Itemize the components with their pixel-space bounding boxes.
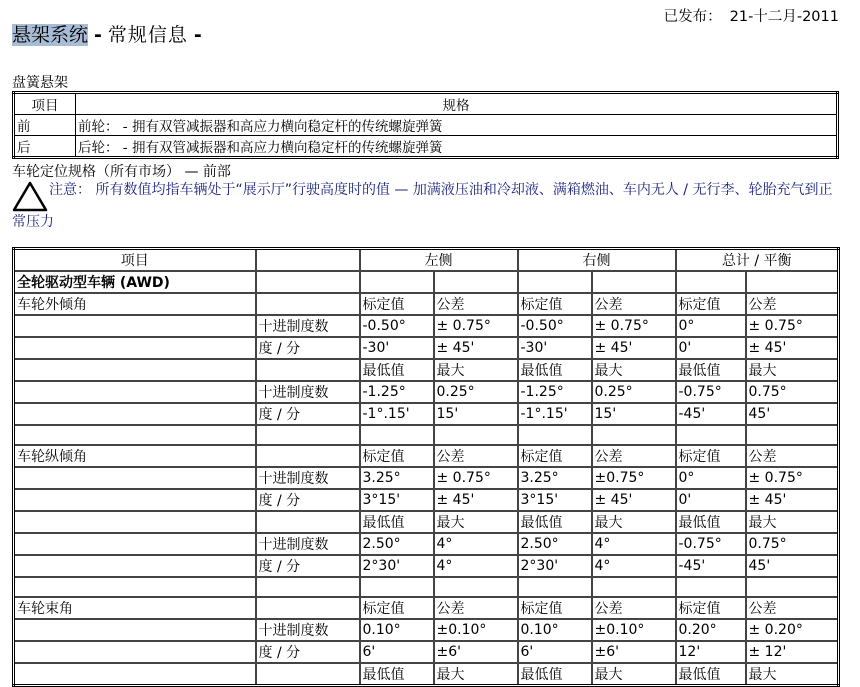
- table-row: [14, 467, 839, 489]
- table-cell: 6': [360, 641, 434, 663]
- table-cell: 十进制度数: [256, 315, 360, 337]
- alignment-section-title: 车轮定位规格（所有市场） — 前部: [12, 164, 231, 180]
- table-cell: 4°: [434, 533, 518, 555]
- table-cell: 最大: [592, 663, 676, 686]
- table-cell: [14, 489, 256, 511]
- table-row: [14, 271, 839, 293]
- table-cell: -30': [518, 337, 592, 359]
- published-label: 已发布：: [663, 9, 722, 25]
- table-cell: [434, 271, 518, 293]
- table-cell: 十进制度数: [256, 381, 360, 403]
- table-cell: 0.10°: [518, 619, 592, 641]
- table-row: [14, 577, 839, 597]
- column-header: 右侧: [518, 249, 676, 272]
- table-cell: ± 0.75°: [592, 315, 676, 337]
- caution-triangle-icon: [12, 181, 48, 213]
- table-cell: [14, 533, 256, 555]
- table-cell: 最大: [746, 511, 839, 533]
- table-cell: [676, 271, 746, 293]
- published-info: [664, 5, 839, 26]
- table-cell: 最大: [592, 511, 676, 533]
- table-cell: 最低值: [676, 359, 746, 381]
- column-header: 项目: [14, 249, 256, 272]
- table-cell: [360, 271, 434, 293]
- table-row: [14, 619, 839, 641]
- table-cell: [14, 511, 256, 533]
- table-cell: [256, 577, 360, 597]
- table-cell: 十进制度数: [256, 619, 360, 641]
- table-cell: 0.20°: [676, 619, 746, 641]
- table-cell: 最低值: [518, 359, 592, 381]
- table-cell: 4°: [592, 533, 676, 555]
- note-text: 注意： 所有数值均指车辆处于“展示厅”行驶高度时的值 — 加满液压油和冷却液、满箱燃油、车内无人 / 无行李、轮胎充气到正常压力: [12, 182, 833, 230]
- table-cell: [518, 577, 592, 597]
- table-cell: 15': [434, 403, 518, 425]
- table-cell: ± 45': [434, 489, 518, 511]
- table-cell: [14, 315, 256, 337]
- column-header: 左侧: [360, 249, 518, 272]
- table-cell: 公差: [746, 445, 839, 467]
- table-cell: [256, 359, 360, 381]
- table-row: [14, 359, 839, 381]
- table-cell: 最低值: [360, 511, 434, 533]
- table-cell: 45': [746, 555, 839, 577]
- table-cell: 全轮驱动型车辆 (AWD): [14, 271, 256, 293]
- table-cell: 车轮束角: [14, 597, 256, 619]
- table-cell: 2°30': [360, 555, 434, 577]
- spring-table: [12, 91, 839, 159]
- table-cell: ±0.10°: [592, 619, 676, 641]
- table-cell: -45': [676, 555, 746, 577]
- table-row: [14, 381, 839, 403]
- table-cell: [256, 597, 360, 619]
- table-cell: 最低值: [676, 511, 746, 533]
- table-cell: 3°15': [518, 489, 592, 511]
- title-separator: -: [193, 24, 202, 46]
- table-cell: 4°: [592, 555, 676, 577]
- table-cell: -0.50°: [518, 315, 592, 337]
- table-cell: -0.50°: [360, 315, 434, 337]
- table-cell: [256, 271, 360, 293]
- table-cell: 公差: [434, 597, 518, 619]
- table-cell: ± 45': [746, 489, 839, 511]
- table-row: [14, 511, 839, 533]
- table-cell: ± 0.75°: [746, 467, 839, 489]
- spring-section-title: 盘簧悬架: [12, 75, 68, 91]
- table-row: [14, 663, 839, 686]
- table-cell: [518, 425, 592, 445]
- published-date: 21-十二月-2011: [729, 9, 839, 25]
- table-cell: 标定值: [518, 597, 592, 619]
- table-cell: [14, 403, 256, 425]
- table-cell: 0.25°: [434, 381, 518, 403]
- table-cell: ±6': [592, 641, 676, 663]
- table-row: [14, 403, 839, 425]
- table-cell: 公差: [434, 293, 518, 315]
- table-row: [14, 445, 839, 467]
- table-cell: 0.75°: [746, 533, 839, 555]
- table-cell: ± 0.20°: [746, 619, 839, 641]
- table-cell: [256, 445, 360, 467]
- table-cell: 15': [592, 403, 676, 425]
- table-cell: 标定值: [518, 445, 592, 467]
- table-cell: [14, 577, 256, 597]
- table-cell: [14, 381, 256, 403]
- table-cell: 0°: [676, 467, 746, 489]
- table-cell: -1.25°: [360, 381, 434, 403]
- table-cell: 标定值: [360, 597, 434, 619]
- table-cell: 度 / 分: [256, 641, 360, 663]
- table-cell: [14, 467, 256, 489]
- table-cell: 标定值: [360, 445, 434, 467]
- table-cell: [592, 271, 676, 293]
- table-cell: 最低值: [518, 663, 592, 686]
- title-separator: -: [94, 24, 102, 46]
- table-cell: 0.75°: [746, 381, 839, 403]
- table-cell: 2.50°: [518, 533, 592, 555]
- table-cell: ± 45': [592, 489, 676, 511]
- table-cell: 度 / 分: [256, 489, 360, 511]
- table-cell: 公差: [434, 445, 518, 467]
- table-header-row: [14, 249, 839, 272]
- column-header: 规格: [76, 93, 838, 115]
- table-header-row: [14, 93, 838, 115]
- table-cell: 十进制度数: [256, 467, 360, 489]
- page-title: [12, 20, 208, 47]
- table-cell: 0': [676, 337, 746, 359]
- table-cell: 车轮外倾角: [14, 293, 256, 315]
- table-cell: 标定值: [676, 597, 746, 619]
- table-row: [14, 425, 839, 445]
- table-cell: 2°30': [518, 555, 592, 577]
- table-cell: ± 0.75°: [434, 315, 518, 337]
- table-cell: 十进制度数: [256, 533, 360, 555]
- table-cell: 3.25°: [360, 467, 434, 489]
- table-cell: 度 / 分: [256, 555, 360, 577]
- table-cell: ±0.75°: [592, 467, 676, 489]
- table-row: [14, 136, 838, 158]
- table-cell: 度 / 分: [256, 403, 360, 425]
- table-cell: 前轮： - 拥有双管减振器和高应力横向稳定杆的传统螺旋弹簧: [76, 115, 838, 136]
- table-cell: ±6': [434, 641, 518, 663]
- table-row: [14, 115, 838, 136]
- table-cell: [14, 663, 256, 686]
- table-cell: [14, 337, 256, 359]
- alignment-table: [12, 247, 840, 687]
- table-cell: 6': [518, 641, 592, 663]
- table-cell: -1°.15': [518, 403, 592, 425]
- table-cell: -0.75°: [676, 381, 746, 403]
- table-row: [14, 293, 839, 315]
- note: [12, 181, 842, 232]
- table-cell: 最大: [434, 663, 518, 686]
- table-cell: -30': [360, 337, 434, 359]
- table-cell: [14, 555, 256, 577]
- column-header: 总计 / 平衡: [676, 249, 839, 272]
- table-cell: -1°.15': [360, 403, 434, 425]
- table-cell: 2.50°: [360, 533, 434, 555]
- column-header: 项目: [14, 93, 76, 115]
- table-row: [14, 489, 839, 511]
- table-cell: [676, 425, 746, 445]
- table-cell: [360, 425, 434, 445]
- table-cell: [256, 293, 360, 315]
- table-cell: 公差: [746, 597, 839, 619]
- table-cell: 0': [676, 489, 746, 511]
- table-cell: [434, 425, 518, 445]
- table-cell: [746, 271, 839, 293]
- table-cell: [434, 577, 518, 597]
- table-cell: [256, 663, 360, 686]
- table-cell: 0.25°: [592, 381, 676, 403]
- table-cell: 3°15': [360, 489, 434, 511]
- table-cell: 45': [746, 403, 839, 425]
- table-cell: ±0.10°: [434, 619, 518, 641]
- table-cell: [746, 425, 839, 445]
- table-cell: 公差: [746, 293, 839, 315]
- table-cell: [14, 619, 256, 641]
- table-cell: [256, 511, 360, 533]
- table-cell: -0.75°: [676, 533, 746, 555]
- table-cell: 最低值: [676, 663, 746, 686]
- table-cell: 最低值: [360, 663, 434, 686]
- table-cell: 12': [676, 641, 746, 663]
- table-row: [14, 555, 839, 577]
- system-name: 悬架系统: [12, 24, 89, 46]
- table-cell: 标定值: [676, 293, 746, 315]
- table-cell: [14, 641, 256, 663]
- table-cell: 0.10°: [360, 619, 434, 641]
- table-cell: 0°: [676, 315, 746, 337]
- table-cell: 最大: [592, 359, 676, 381]
- table-cell: -45': [676, 403, 746, 425]
- table-cell: 度 / 分: [256, 337, 360, 359]
- table-cell: ± 12': [746, 641, 839, 663]
- table-cell: 公差: [592, 293, 676, 315]
- table-cell: 最大: [434, 359, 518, 381]
- table-cell: [14, 359, 256, 381]
- table-cell: 标定值: [676, 445, 746, 467]
- table-cell: 标定值: [360, 293, 434, 315]
- table-cell: 车轮纵倾角: [14, 445, 256, 467]
- table-cell: 最低值: [360, 359, 434, 381]
- column-header: [256, 249, 360, 272]
- table-cell: 4°: [434, 555, 518, 577]
- table-cell: 3.25°: [518, 467, 592, 489]
- table-cell: 标定值: [518, 293, 592, 315]
- table-cell: ± 45': [434, 337, 518, 359]
- table-cell: ± 45': [746, 337, 839, 359]
- table-cell: [14, 425, 256, 445]
- table-cell: 后: [14, 136, 76, 158]
- table-cell: [256, 425, 360, 445]
- table-cell: 最低值: [518, 511, 592, 533]
- page-subtitle: 常规信息: [107, 24, 188, 46]
- table-cell: -1.25°: [518, 381, 592, 403]
- table-cell: [518, 271, 592, 293]
- table-cell: ± 0.75°: [746, 315, 839, 337]
- table-cell: [592, 425, 676, 445]
- table-row: [14, 641, 839, 663]
- table-cell: 后轮： - 拥有双管减振器和高应力横向稳定杆的传统螺旋弹簧: [76, 136, 838, 158]
- table-row: [14, 597, 839, 619]
- table-row: [14, 533, 839, 555]
- table-cell: [592, 577, 676, 597]
- table-row: [14, 337, 839, 359]
- table-cell: 公差: [592, 445, 676, 467]
- table-cell: 最大: [746, 663, 839, 686]
- table-cell: [360, 577, 434, 597]
- table-cell: 最大: [434, 511, 518, 533]
- table-cell: [746, 577, 839, 597]
- table-cell: [676, 577, 746, 597]
- table-cell: ± 45': [592, 337, 676, 359]
- table-cell: 前: [14, 115, 76, 136]
- table-row: [14, 315, 839, 337]
- table-cell: 公差: [592, 597, 676, 619]
- table-cell: 最大: [746, 359, 839, 381]
- table-cell: ± 0.75°: [434, 467, 518, 489]
